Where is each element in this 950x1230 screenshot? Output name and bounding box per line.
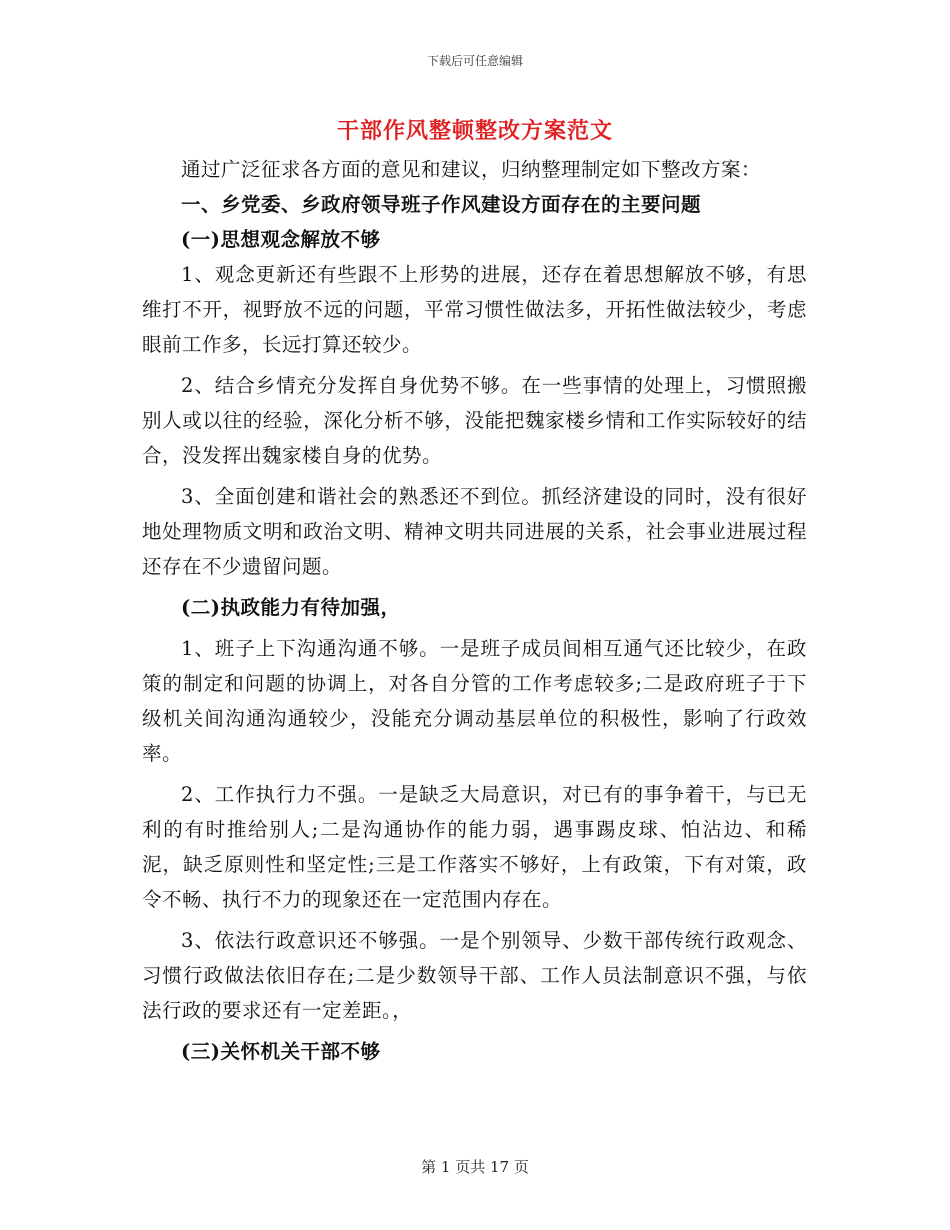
paragraph-1-2: 2、结合乡情充分发挥自身优势不够。在一些事情的处理上，习惯照搬别人或以往的经验，深化分析不够，没能把魏家楼乡情和工作实际较好的结合，没发挥出魏家楼自身的优势。 [142,374,807,467]
subsection-heading-3: (三)关怀机关干部不够 [181,1040,381,1063]
paragraph-1-1: 1、观念更新还有些跟不上形势的进展，还存在着思想解放不够，有思维打不开，视野放不远的问题，平常习惯性做法多，开拓性做法较少，考虑眼前工作多，长远打算还较少。 [142,263,807,356]
paragraph-2-1: 1、班子上下沟通沟通不够。一是班子成员间相互通气还比较少，在政策的制定和问题的协调上，对各自分管的工作考虑较多;二是政府班子于下级机关间沟通沟通较少，没能充分调动基层单位的积极性，影响了行政效率。 [142,637,807,765]
section-heading: 一、乡党委、乡政府领导班子作风建设方面存在的主要问题 [181,193,702,216]
paragraph-2-3: 3、依法行政意识还不够强。一是个别领导、少数干部传统行政观念、习惯行政做法依旧存在;二是少数领导干部、工作人员法制意识不强，与依法行政的要求还有一定差距。， [142,929,807,1022]
paragraph-1-3: 3、全面创建和谐社会的熟悉还不到位。抓经济建设的同时，没有很好地处理物质文明和政治文明、精神文明共同进展的关系，社会事业进展过程还存在不少遗留问题。 [142,485,807,578]
subsection-heading-1: (一)思想观念解放不够 [181,228,381,251]
subsection-heading-2: (二)执政能力有待加强， [181,596,401,619]
page-footer: 第 1 页共 17 页 [421,1158,529,1176]
intro-paragraph: 通过广泛征求各方面的意见和建议，归纳整理制定如下整改方案： [181,158,762,181]
document-title: 干部作风整顿整改方案范文 [336,118,613,144]
document-body [142,152,807,1069]
header-note: 下载后可任意编辑 [426,54,523,68]
paragraph-2-2: 2、工作执行力不强。一是缺乏大局意识，对已有的事争着干，与已无利的有时推给别人;二是沟通协作的能力弱，遇事踢皮球、怕沾边、和稀泥，缺乏原则性和坚定性;三是工作落实不够好，上有政策，下有对策，政令不畅、执行不力的现象还在一定范围内存在。 [142,783,807,911]
